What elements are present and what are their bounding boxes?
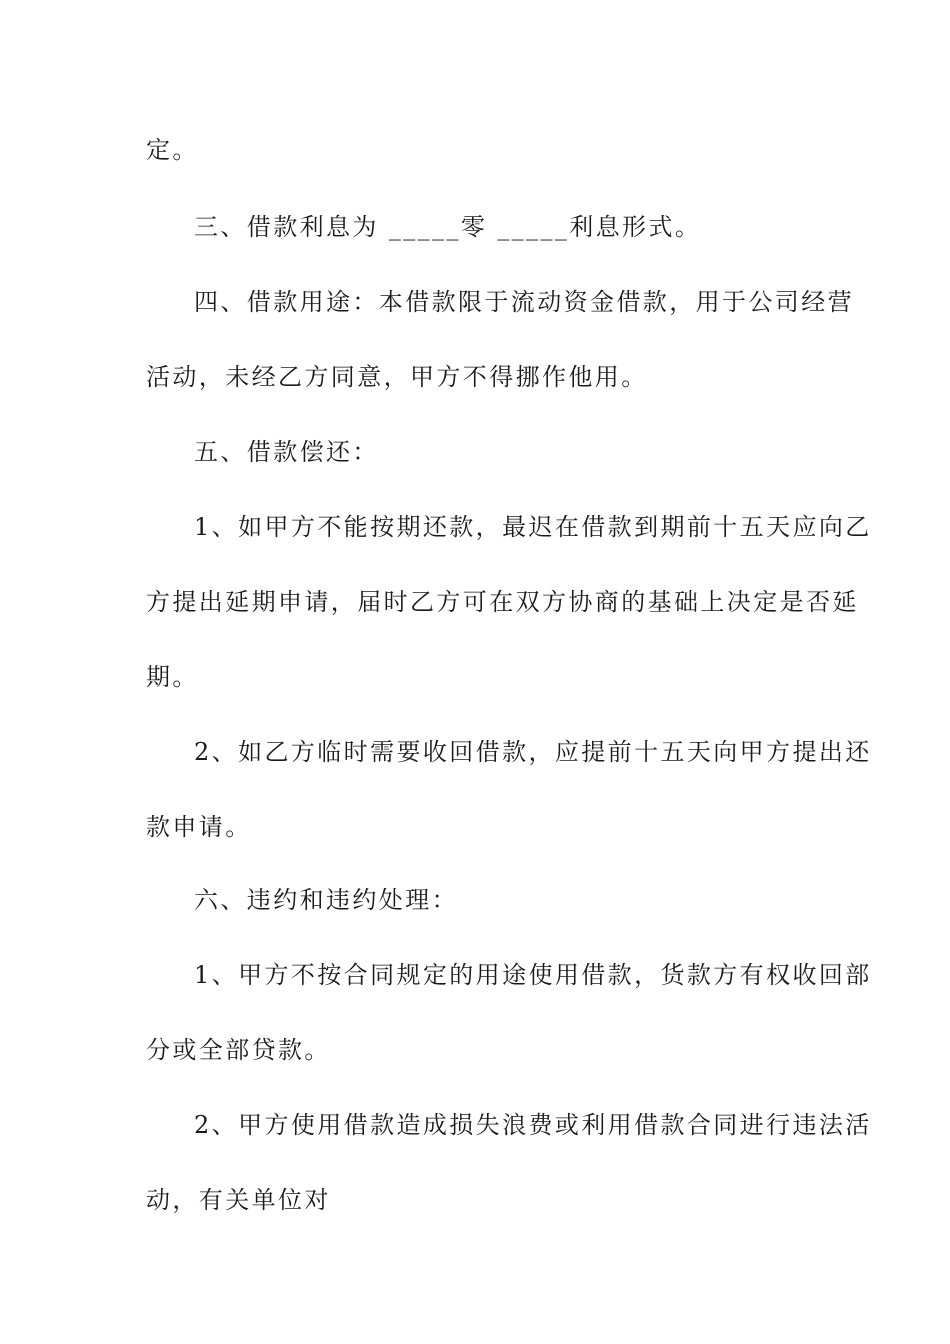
clause-5-item-1: 1、如甲方不能按期还款，最迟在借款到期前十五天应向乙 (194, 513, 872, 541)
clause-6-heading: 六、违约和违约处理： (194, 886, 458, 914)
clause-6-item-2: 2、甲方使用借款造成损失浪费或利用借款合同进行违法活 (194, 1111, 872, 1139)
clause-5-heading: 五、借款偿还： (194, 438, 379, 466)
text-line: 定。 (146, 136, 199, 164)
clause-4-purpose: 四、借款用途：本借款限于流动资金借款，用于公司经营 (194, 288, 854, 316)
clause-3-interest: 三、借款利息为 _____零 _____利息形式。 (194, 213, 702, 241)
text-line: 活动，未经乙方同意，甲方不得挪作他用。 (146, 363, 648, 391)
clause-5-item-2: 2、如乙方临时需要收回借款，应提前十五天向甲方提出还 (194, 738, 872, 766)
clause-6-item-1: 1、甲方不按合同规定的用途使用借款，货款方有权收回部 (194, 961, 872, 989)
text-line: 款申请。 (146, 813, 252, 841)
text-line: 方提出延期申请，届时乙方可在双方协商的基础上决定是否延 (146, 588, 859, 616)
text-line: 分或全部贷款。 (146, 1036, 331, 1064)
text-line: 动，有关单位对 (146, 1186, 331, 1214)
text-line: 期。 (146, 663, 199, 691)
